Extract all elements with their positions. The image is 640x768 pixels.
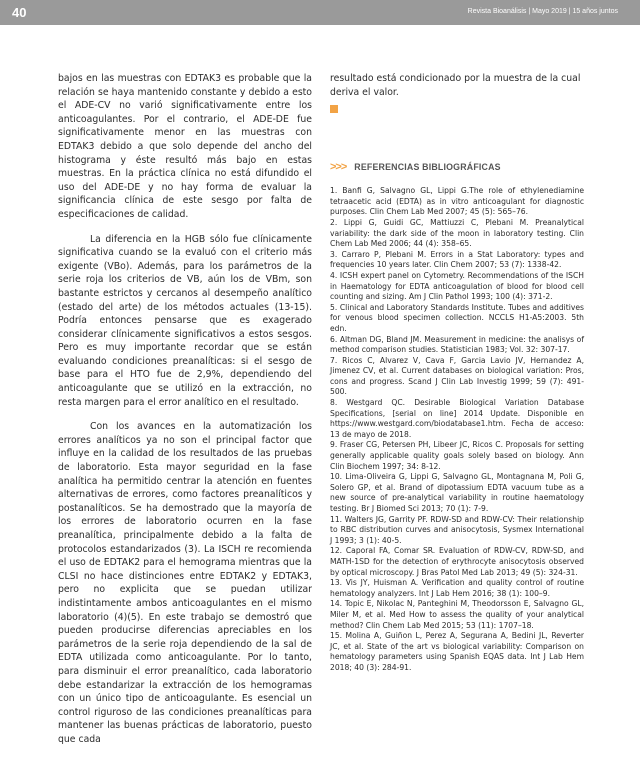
body-paragraph-3: Con los avances en la automatización los errores analíticos ya no son el principal factor que influye en la calidad de los resultados de las pruebas de laboratorio. Esta mayor seguridad en la fase analítica ha permitido centrar la atención en fuentes alternativas de errores, como factores preanalíticos y postanalíticos. Se ha demostrado que la mayoría de los errores de laboratorio ocurren en la fase preanalítica, principalmente debido a la falta de protocolos estandarizados (3). La ISCH re recomienda el uso de EDTAK2 para el hemograma mientras que la CLSI no hace distinciones entre EDTAK2 y EDTAK3, pero no explicita que se puedan utilizar indistintamente ambos anticoagulantes en el mismo laboratorio (4)(5). En este trabajo se demostró que pueden producirse diferencias apreciables en los parámetros de la serie roja dependiendo de la sal de EDTA utilizada como anticoagulante. Por lo tanto, para disminuir el error preanalítico, cada laboratorio debe estandarizar la extracción de los hemogramas con un único tipo de anticoagulante. Es esencial un control riguroso de las condiciones preanalíticas para mantener las buenas prácticas de laboratorio, puesto que cada <box>58 421 312 745</box>
references-title: REFERENCIAS BIBLIOGRÁFICAS <box>354 162 501 173</box>
header-bar <box>0 0 640 25</box>
running-head: Revista Bioanálisis | Mayo 2019 | 15 años juntos <box>467 8 618 15</box>
reference-item: 9. Fraser CG, Petersen PH, Libeer JC, Ricos C. Proposals for setting generally applicable quality goals solely based on biology. Ann Clin Biochem 1997; 34: 8-12. <box>330 440 584 471</box>
reference-item: 10. Lima-Oliveira G, Lippi G, Salvagno GL, Montagnana M, Poli G, Solero GP, et al. Brand of dipotassium EDTA vacuum tube as a new source of pre-analytical variability in routine haematology testing. Br J Biomed Sci 2013; 70 (1): 7-9. <box>330 472 584 513</box>
body-paragraph-2: La diferencia en la HGB sólo fue clínicamente significativa cuando se la evaluó con el criterio más exigente (VBo). Además, para los parámetros de la serie roja los criterios de VB, aún los de VBm, son bastante estrictos y cercanos al desempeño analítico (estado del arte) de los métodos actuales (13-15). Podría entonces pensarse que es exagerado considerar clínicamente significativos a estos sesgos. Pero es muy importante recordar que se están evaluando condiciones preanalíticas: si el sesgo de base para el HTO fue de 2,9%, dependiendo del anticoagulante que se utilizó en la extracción, no resta margen para el error analítico en el resultado. <box>58 233 312 408</box>
reference-item: 5. Clinical and Laboratory Standards Institute. Tubes and additives for venous blood specimen collection. NCCLS H1-A5:2003. 5th edn. <box>330 302 584 333</box>
reference-item: 3. Carraro P, Plebani M. Errors in a Stat Laboratory: types and frequencies 10 years later. Clin Chem 2007; 53 (7): 1338-42. <box>330 249 584 270</box>
reference-item: 11. Walters JG, Garrity PF. RDW-SD and RDW-CV: Their relationship to RBC distribution curves and anisocytosis, Sysmex International J 1993; 3 (1): 40-5. <box>330 514 584 545</box>
reference-item: 13. Vis JY, Huisman A. Verification and quality control of routine hematology analyzers. Int J Lab Hem 2016; 38 (1): 100–9. <box>330 578 584 598</box>
page-number: 40 <box>12 5 27 20</box>
chevron-icon: >>> <box>330 161 347 174</box>
reference-item: 2. Lippi G, Guidi GC, Mattiuzzi C, Plebani M. Preanalytical variability: the dark side of the moon in laboratory testing. Clin Chem Lab Med 2006; 44 (4): 358–65. <box>330 217 584 249</box>
right-column <box>330 72 584 674</box>
reference-item: 6. Altman DG, Bland JM. Measurement in medicine: the analisys of method comparison studies. Statistician 1983; Vol. 32: 307-17. <box>330 334 584 355</box>
reference-item: 8. Westgard QC. Desirable Biological Variation Database Specifications, [serial on line] 2014 Update. Disponible en https://www.westgard.com/biodatabase1.htm. Fecha de acceso: 13 de mayo de 2018. <box>330 398 584 439</box>
end-of-article-marker <box>330 105 338 113</box>
left-column <box>58 72 312 747</box>
reference-item: 14. Topic E, Nikolac N, Panteghini M, Theodorsson E, Salvagno GL, Miler M, et al. Med How to assess the quality of your analytical method? Clin Chem Lab Med 2015; 53 (11): 1707–18. <box>330 599 584 630</box>
references-list <box>330 186 584 673</box>
body-paragraph-1: bajos en las muestras con EDTAK3 es probable que la relación se haya mantenido constante y debido a esto el ADE-CV no varió significativamente entre los anticoagulantes. Por el contrario, el ADE-DE fue significativamente menor en las muestras con EDTAK3 debido a que solo depende del ancho del histograma y éste resultó más bajo en estas muestras. En la práctica clínica no está difundido el uso del ADE-DE y no hay forma de evaluar la significancia clínica de este sesgo por falta de especificaciones de calidad. <box>58 73 312 220</box>
reference-item: 15. Molina A, Guiñon L, Perez A, Segurana A, Bedini JL, Reverter JC, et al. State of the art vs biological variability: Comparison on hematology parameters using Spanish EQAS data. Int J Lab Hem 2018; 40 (3): 284-91. <box>330 631 584 672</box>
references-heading <box>330 161 584 173</box>
continuation-paragraph: resultado está condicionado por la muestra de la cual deriva el valor. <box>330 73 581 98</box>
reference-item: 12. Caporal FA, Comar SR. Evaluation of RDW-CV, RDW-SD, and MATH-1SD for the detection of erythrocyte anisocytosis observed by optical microscopy. J Bras Patol Med Lab 2013; 49 (5): 324-31. <box>330 546 584 577</box>
reference-item: 7. Ricos C, Alvarez V, Cava F, Garcia Lavio JV, Hernandez A, Jimenez CV, et al. Current databases on biological variation: Pros, cons and progress. Scand J Clin Lab Investig 1999; 59 (7): 491-500. <box>330 355 584 397</box>
reference-item: 1. Banfi G, Salvagno GL, Lippi G.The role of ethylenediamine tetraacetic acid (EDTA) as in vitro anticoagulant for diagnostic purposes. Clin Chem Lab Med 2007; 45 (5): 565–76. <box>330 186 584 217</box>
reference-item: 4. ICSH expert panel on Cytometry. Recommendations of the ISCH in Haematology for EDTA anticoagulation of blood for blood cell counting and sizing. Am J Clin Pathol 1993; 100 (4): 371-2. <box>330 270 584 302</box>
